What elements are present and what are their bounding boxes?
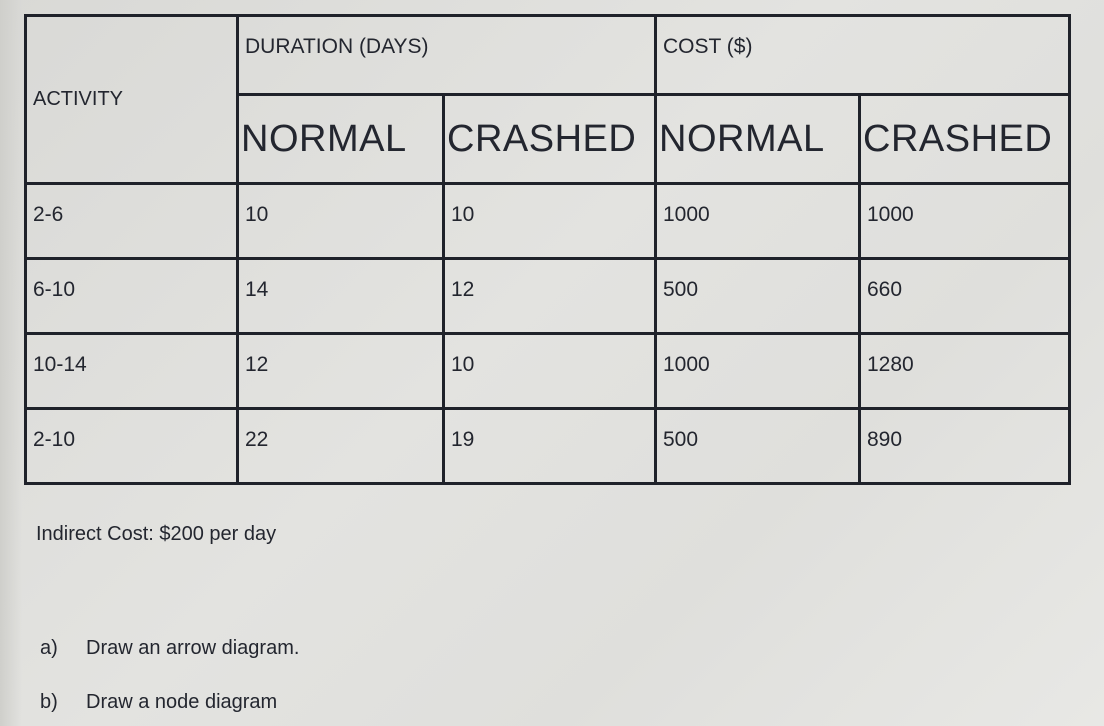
- activity-header-cell: [26, 16, 238, 184]
- table-row: [26, 334, 1070, 409]
- activity-cell: 6-10: [26, 259, 238, 334]
- duration-crashed-header: CRASHED: [444, 95, 656, 184]
- page-edge-shadow: [0, 0, 22, 726]
- cost-crashed-header: CRASHED: [860, 95, 1070, 184]
- duration-normal-cell: 14: [238, 259, 444, 334]
- activity-header: ACTIVITY: [33, 88, 124, 110]
- cost-header-cell: [656, 16, 1070, 95]
- cost-crashed-cell: 1280: [860, 334, 1070, 409]
- duration-normal-cell: 12: [238, 334, 444, 409]
- task-item: [40, 691, 277, 714]
- task-item: [40, 637, 299, 660]
- table-row: [26, 259, 1070, 334]
- cost-crashed-cell: 660: [860, 259, 1070, 334]
- duration-header: DURATION (DAYS): [245, 35, 429, 58]
- activity-cell: 2-6: [26, 184, 238, 259]
- task-text: Draw a node diagram: [86, 691, 278, 713]
- cost-normal-cell: 1000: [656, 184, 860, 259]
- cost-header: COST ($): [663, 35, 753, 58]
- duration-normal-cell: 10: [238, 184, 444, 259]
- cost-normal-cell: 1000: [656, 334, 860, 409]
- activity-cell: 2-10: [26, 409, 238, 484]
- indirect-cost-note: Indirect Cost: $200 per day: [36, 523, 277, 545]
- cost-crashed-cell: 890: [860, 409, 1070, 484]
- cost-normal-cell: 500: [656, 409, 860, 484]
- duration-crashed-cell: 19: [444, 409, 656, 484]
- duration-crashed-cell: 10: [444, 184, 656, 259]
- task-letter: a): [40, 637, 58, 659]
- duration-normal-cell: 22: [238, 409, 444, 484]
- table-row: [26, 184, 1070, 259]
- duration-crashed-cell: 10: [444, 334, 656, 409]
- duration-crashed-cell: 12: [444, 259, 656, 334]
- activity-cost-table: [24, 14, 1071, 485]
- activity-cell: 10-14: [26, 334, 238, 409]
- cost-normal-cell: 500: [656, 259, 860, 334]
- cost-crashed-cell: 1000: [860, 184, 1070, 259]
- table-row: [26, 409, 1070, 484]
- task-text: Draw an arrow diagram.: [86, 637, 300, 659]
- table-group-header-row: [26, 16, 1070, 95]
- duration-normal-header: NORMAL: [238, 95, 444, 184]
- duration-header-cell: [238, 16, 656, 95]
- cost-normal-header: NORMAL: [656, 95, 860, 184]
- task-letter: b): [40, 691, 58, 713]
